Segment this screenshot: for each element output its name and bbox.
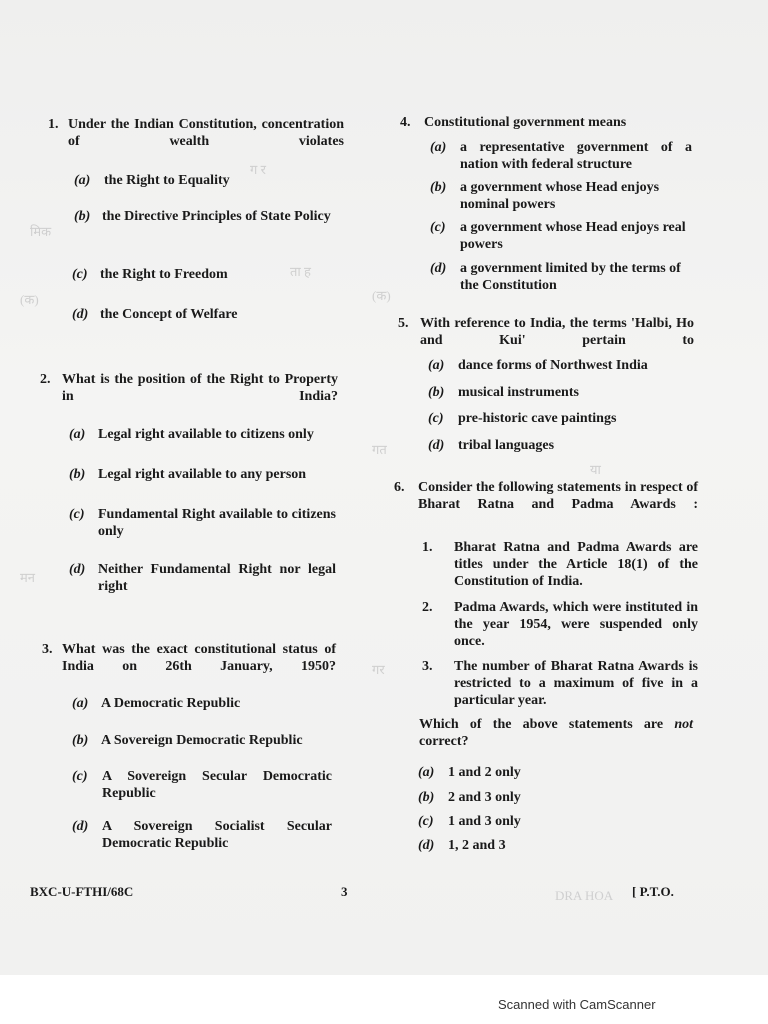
option-label: (d): [418, 838, 435, 853]
question-2: [40, 371, 338, 407]
option-text: tribal languages: [458, 438, 555, 453]
option-text: a representative government of a nation with federal structure: [460, 140, 692, 172]
option-text: A Sovereign Secular Democratic Republic: [102, 769, 332, 801]
option-label: (b): [72, 733, 89, 748]
bleed-mark: या: [590, 462, 601, 477]
option-label: (d): [430, 261, 447, 276]
page-number: 3: [341, 884, 348, 899]
question-5: [398, 315, 694, 351]
statement-number: 2.: [422, 600, 433, 615]
option-label: (b): [69, 467, 86, 482]
option-label: (a): [74, 173, 91, 188]
option-label: (c): [430, 220, 446, 235]
option-label: (c): [72, 267, 88, 282]
option-label: (b): [428, 385, 445, 400]
option-text: musical instruments: [458, 385, 579, 400]
option-text: a government limited by the terms of the Constitution: [460, 261, 681, 293]
option-text: the Directive Principles of State Policy: [102, 209, 331, 224]
statement-text: Padma Awards, which were instituted in the year 1954, were suspended only once.: [454, 600, 698, 649]
bleed-mark: (क): [372, 288, 391, 303]
question-4: [400, 114, 660, 132]
option-label: (a): [428, 358, 445, 373]
bleed-mark: (क): [20, 292, 39, 307]
question-number: 1.: [48, 117, 59, 132]
bleed-mark: ग र: [250, 162, 266, 177]
question-text: What is the position of the Right to Property in India?: [62, 372, 338, 404]
option-label: (d): [428, 438, 445, 453]
option-label: (a): [430, 140, 447, 155]
scanner-watermark: Scanned with CamScanner: [498, 997, 656, 1012]
option-label: (c): [69, 507, 85, 522]
option-label: (b): [430, 180, 447, 195]
question-number: 6.: [394, 480, 405, 495]
question-1: [48, 116, 344, 152]
option-text: 1 and 3 only: [448, 814, 521, 829]
option-text: A Democratic Republic: [101, 696, 241, 711]
question-text: What was the exact constitutional status of India on 26th January, 1950?: [62, 642, 336, 674]
ask-text: Which of the above statements are: [419, 717, 664, 732]
bleed-mark: मन: [20, 570, 35, 585]
statement-number: 1.: [422, 540, 433, 555]
option-text: 2 and 3 only: [448, 790, 521, 805]
question-6-ask: [419, 716, 693, 752]
option-label: (c): [72, 769, 88, 784]
option-text: a government whose Head enjoys nominal powers: [460, 180, 660, 212]
option-label: (a): [72, 696, 89, 711]
option-text: 1 and 2 only: [448, 765, 521, 780]
question-text: Consider the following statements in respect of Bharat Ratna and Padma Awards :: [418, 480, 698, 512]
option-text: Neither Fundamental Right nor legal right: [98, 562, 336, 594]
question-text: Constitutional government means: [424, 115, 627, 130]
bleed-mark: ता ह: [290, 264, 311, 279]
question-number: 5.: [398, 316, 409, 331]
option-text: the Right to Equality: [104, 173, 230, 188]
option-text: a government whose Head enjoys real powers: [460, 220, 686, 252]
ask-emphasis: not: [674, 717, 694, 732]
question-number: 2.: [40, 372, 51, 387]
option-label: (d): [72, 819, 89, 834]
option-text: Fundamental Right available to citizens only: [98, 507, 336, 539]
option-text: the Concept of Welfare: [100, 307, 238, 322]
question-6: [394, 479, 698, 533]
question-number: 4.: [400, 115, 411, 130]
option-text: 1, 2 and 3: [448, 838, 506, 853]
question-text: Under the Indian Constitution, concentration of wealth violates: [68, 117, 344, 149]
option-label: (b): [74, 209, 91, 224]
option-text: Legal right available to any person: [98, 467, 307, 482]
question-3: [42, 641, 336, 677]
option-label: (a): [69, 427, 86, 442]
option-label: (c): [418, 814, 434, 829]
bleed-mark: DRA HOA: [555, 888, 614, 903]
option-text: pre-historic cave paintings: [458, 411, 617, 426]
pto-note: [ P.T.O.: [632, 884, 674, 899]
option-label: (d): [72, 307, 89, 322]
option-label: (a): [418, 765, 435, 780]
bleed-mark: गर: [372, 662, 385, 677]
ask-text-end: correct?: [419, 734, 469, 749]
bleed-mark: गत: [372, 442, 387, 457]
statement-number: 3.: [422, 659, 433, 674]
option-label: (d): [69, 562, 86, 577]
option-text: A Sovereign Socialist Secular Democratic Republic: [102, 819, 332, 851]
bleed-mark: मिक: [30, 224, 52, 239]
option-text: the Right to Freedom: [100, 267, 228, 282]
option-text: dance forms of Northwest India: [458, 358, 648, 373]
option-text: Legal right available to citizens only: [98, 427, 314, 442]
question-number: 3.: [42, 642, 53, 657]
option-label: (c): [428, 411, 444, 426]
question-text: With reference to India, the terms 'Halbi, Ho and Kui' pertain to: [420, 316, 694, 348]
option-label: (b): [418, 790, 435, 805]
option-text: A Sovereign Democratic Republic: [101, 733, 303, 748]
statement-text: The number of Bharat Ratna Awards is restricted to a maximum of five in a particular year.: [454, 659, 698, 708]
statement-text: Bharat Ratna and Padma Awards are titles under the Article 18(1) of the Constitution of India.: [454, 540, 698, 589]
booklet-code: BXC-U-FTHI/68C: [30, 884, 134, 899]
